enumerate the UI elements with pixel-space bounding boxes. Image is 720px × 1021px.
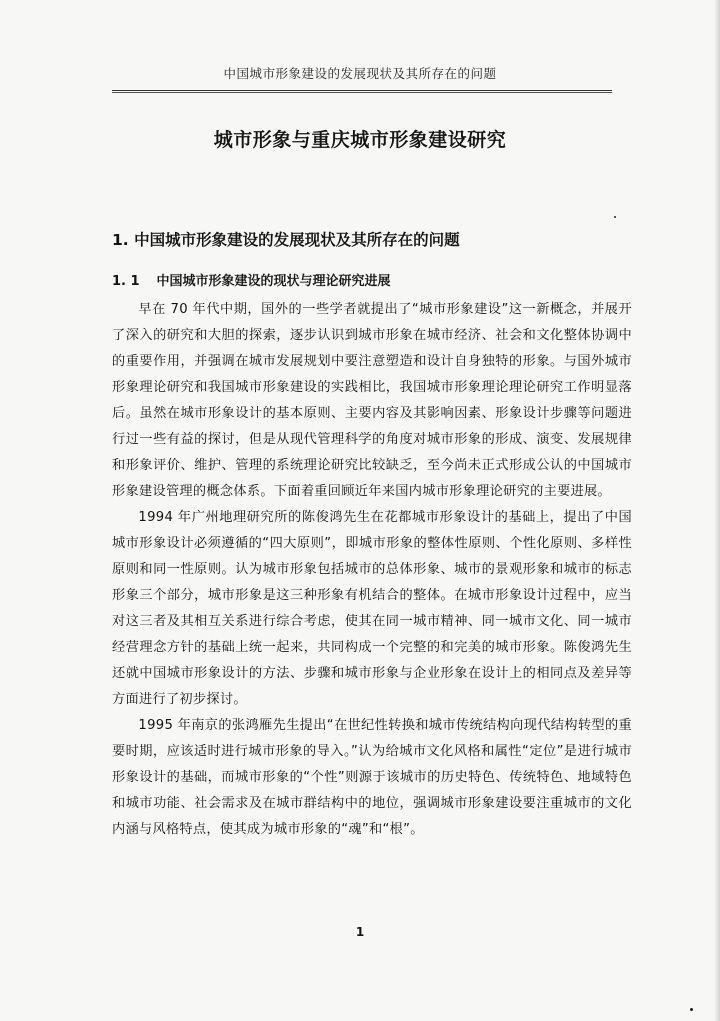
header-rule: [112, 90, 612, 91]
running-header: 中国城市形象建设的发展现状及其所存在的问题: [223, 66, 497, 81]
paragraph: 1995 年南京的张鸿雁先生提出“在世纪性转换和城市传统结构向现代结构转型的重要时期，应该适时进行城市形象的导入。”认为给城市文化风格和属性“定位”是进行城市形象设计的基础，而城市形象的“个性”则源于该城市的历史特色、传统特色、地域特色和城市功能、社会需求及在城市群结构中的地位，强调城市形象建设要注重城市的文化内涵与风格特点，使其成为城市形象的“魂”和“根”。: [112, 718, 632, 837]
subsection-title: 中国城市形象建设的现状与理论研究进展: [156, 274, 391, 289]
scan-edge-shadow: [714, 0, 720, 1021]
scan-speck: [690, 1008, 693, 1011]
scan-speck: [614, 216, 616, 218]
subsection-number: 1. 1: [112, 274, 140, 289]
page-title: 城市形象与重庆城市形象建设研究: [213, 129, 507, 151]
subsection-heading: [112, 270, 632, 289]
body-text: [112, 297, 632, 843]
page-number: 1: [355, 925, 365, 939]
paragraph: 早在 70 年代中期，国外的一些学者就提出了“城市形象建设”这一新概念，并展开了深入的研究和大胆的探索，逐步认识到城市形象在城市经济、社会和文化整体协调中的重要作用，并强调在城市发展规划中要注意塑造和设计自身独特的形象。与国外城市形象理论研究和我国城市形象建设的实践相比，我国城市形象理论理论研究工作明显落后。虽然在城市形象设计的基本原则、主要内容及其影响因素、形象设计步骤等问题进行过一些有益的探讨，但是从现代管理科学的角度对城市形象的形成、演变、发展规律和形象评价、维护、管理的系统理论研究比较缺乏，至今尚未正式形成公认的中国城市形象建设管理的概念体系。下面着重回顾近年来国内城市形象理论研究的主要进展。: [112, 302, 632, 499]
paragraph: 1994 年广州地理研究所的陈俊鸿先生在花都城市形象设计的基础上，提出了中国城市形象设计必须遵循的“四大原则”，即城市形象的整体性原则、个性化原则、多样性原则和同一性原则。认为城市形象包括城市的总体形象、城市的景观形象和城市的标志形象三个部分，城市形象是这三种形象有机结合的整体。在城市形象设计过程中，应当对这三者及其相互关系进行综合考虑，使其在同一城市精神、同一城市文化、同一城市经营理念方针的基础上统一起来，共同构成一个完整的和完美的城市形象。陈俊鸿先生还就中国城市形象设计的方法、步骤和城市形象与企业形象在设计上的相同点及差异等方面进行了初步探讨。: [112, 510, 632, 707]
section-heading: 1. 中国城市形象建设的发展现状及其所存在的问题: [112, 231, 460, 249]
header-rule-secondary: [112, 92, 612, 93]
